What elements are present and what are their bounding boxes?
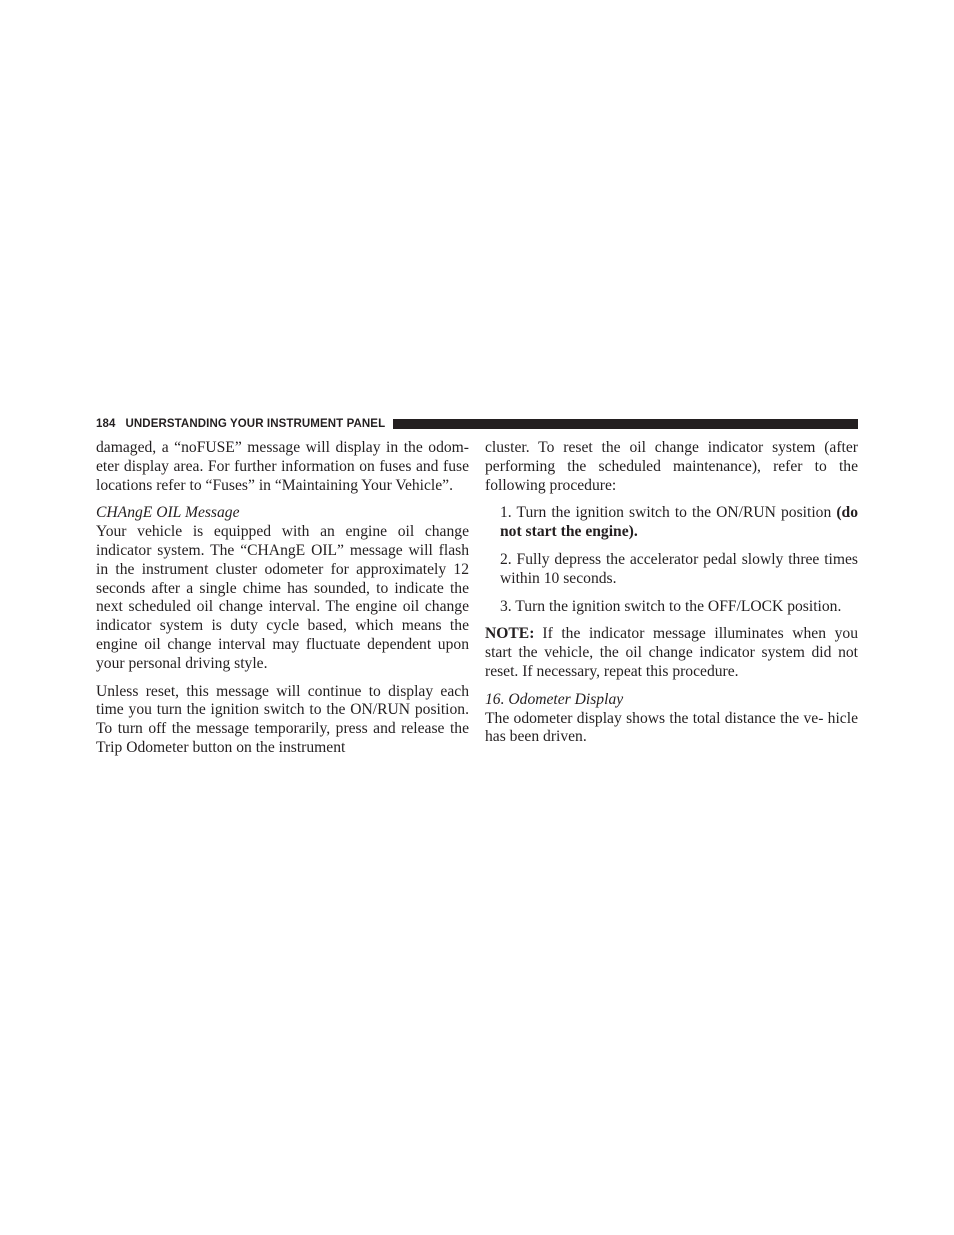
reset-step-1-emphasis: (do not start the engine). (500, 504, 858, 541)
odometer-heading: 16. Odometer Display (485, 690, 624, 708)
page-header (96, 417, 858, 431)
section-title: UNDERSTANDING YOUR INSTRUMENT PANEL (125, 418, 386, 430)
header-rule (393, 419, 858, 429)
reset-step-1 (500, 504, 858, 542)
cluster-paragraph: cluster. To reset the oil change indicator system (after performing the scheduled maintenance), refer to the following procedure: (485, 439, 858, 494)
reset-step-3-text: 3. Turn the ignition switch to the OFF/LOCK position. (500, 597, 842, 615)
reset-step-2-text: 2. Fully depress the accelerator pedal slowly three times within 10 seconds. (500, 550, 858, 587)
reset-step-1-text: 1. Turn the ignition switch to the ON/RUN position (500, 504, 837, 522)
change-oil-heading: CHAngE OIL Message (96, 504, 240, 522)
right-column (485, 439, 858, 756)
note-label: NOTE: (485, 625, 535, 643)
odometer-paragraph: The odometer display shows the total distance the ve- hicle has been driven. (485, 709, 858, 746)
note-paragraph (485, 625, 858, 681)
reset-steps-list (485, 504, 858, 616)
unless-reset-paragraph: Unless reset, this message will continue to display each time you turn the ignition switch to the ON/RUN position. To turn off the message temporarily, press and release the Trip Odometer button on the instrument (96, 682, 469, 756)
nofuse-paragraph: damaged, a “noFUSE” message will display in the odom- eter display area. For further information on fuses and fuse locations refer to “Fuses” in “Maintaining Your Vehicle”. (96, 439, 469, 494)
reset-step-2 (500, 551, 858, 589)
left-column (96, 439, 469, 767)
change-oil-paragraph: Your vehicle is equipped with an engine oil change indicator system. The “CHAngE OIL” message will flash in the instrument cluster odometer for approximately 12 seconds after a single chime has sounded, to indicate the next scheduled oil change interval. The engine oil change indicator system is duty cycle based, which means the engine oil change interval may fluctuate dependent upon your personal driving style. (96, 523, 469, 672)
page-number: 184 (96, 418, 116, 430)
note-text: If the indicator message illuminates when you start the vehicle, the oil change indicator system did not reset. If necessary, repeat this procedure. (485, 625, 858, 680)
reset-step-3 (500, 598, 858, 617)
